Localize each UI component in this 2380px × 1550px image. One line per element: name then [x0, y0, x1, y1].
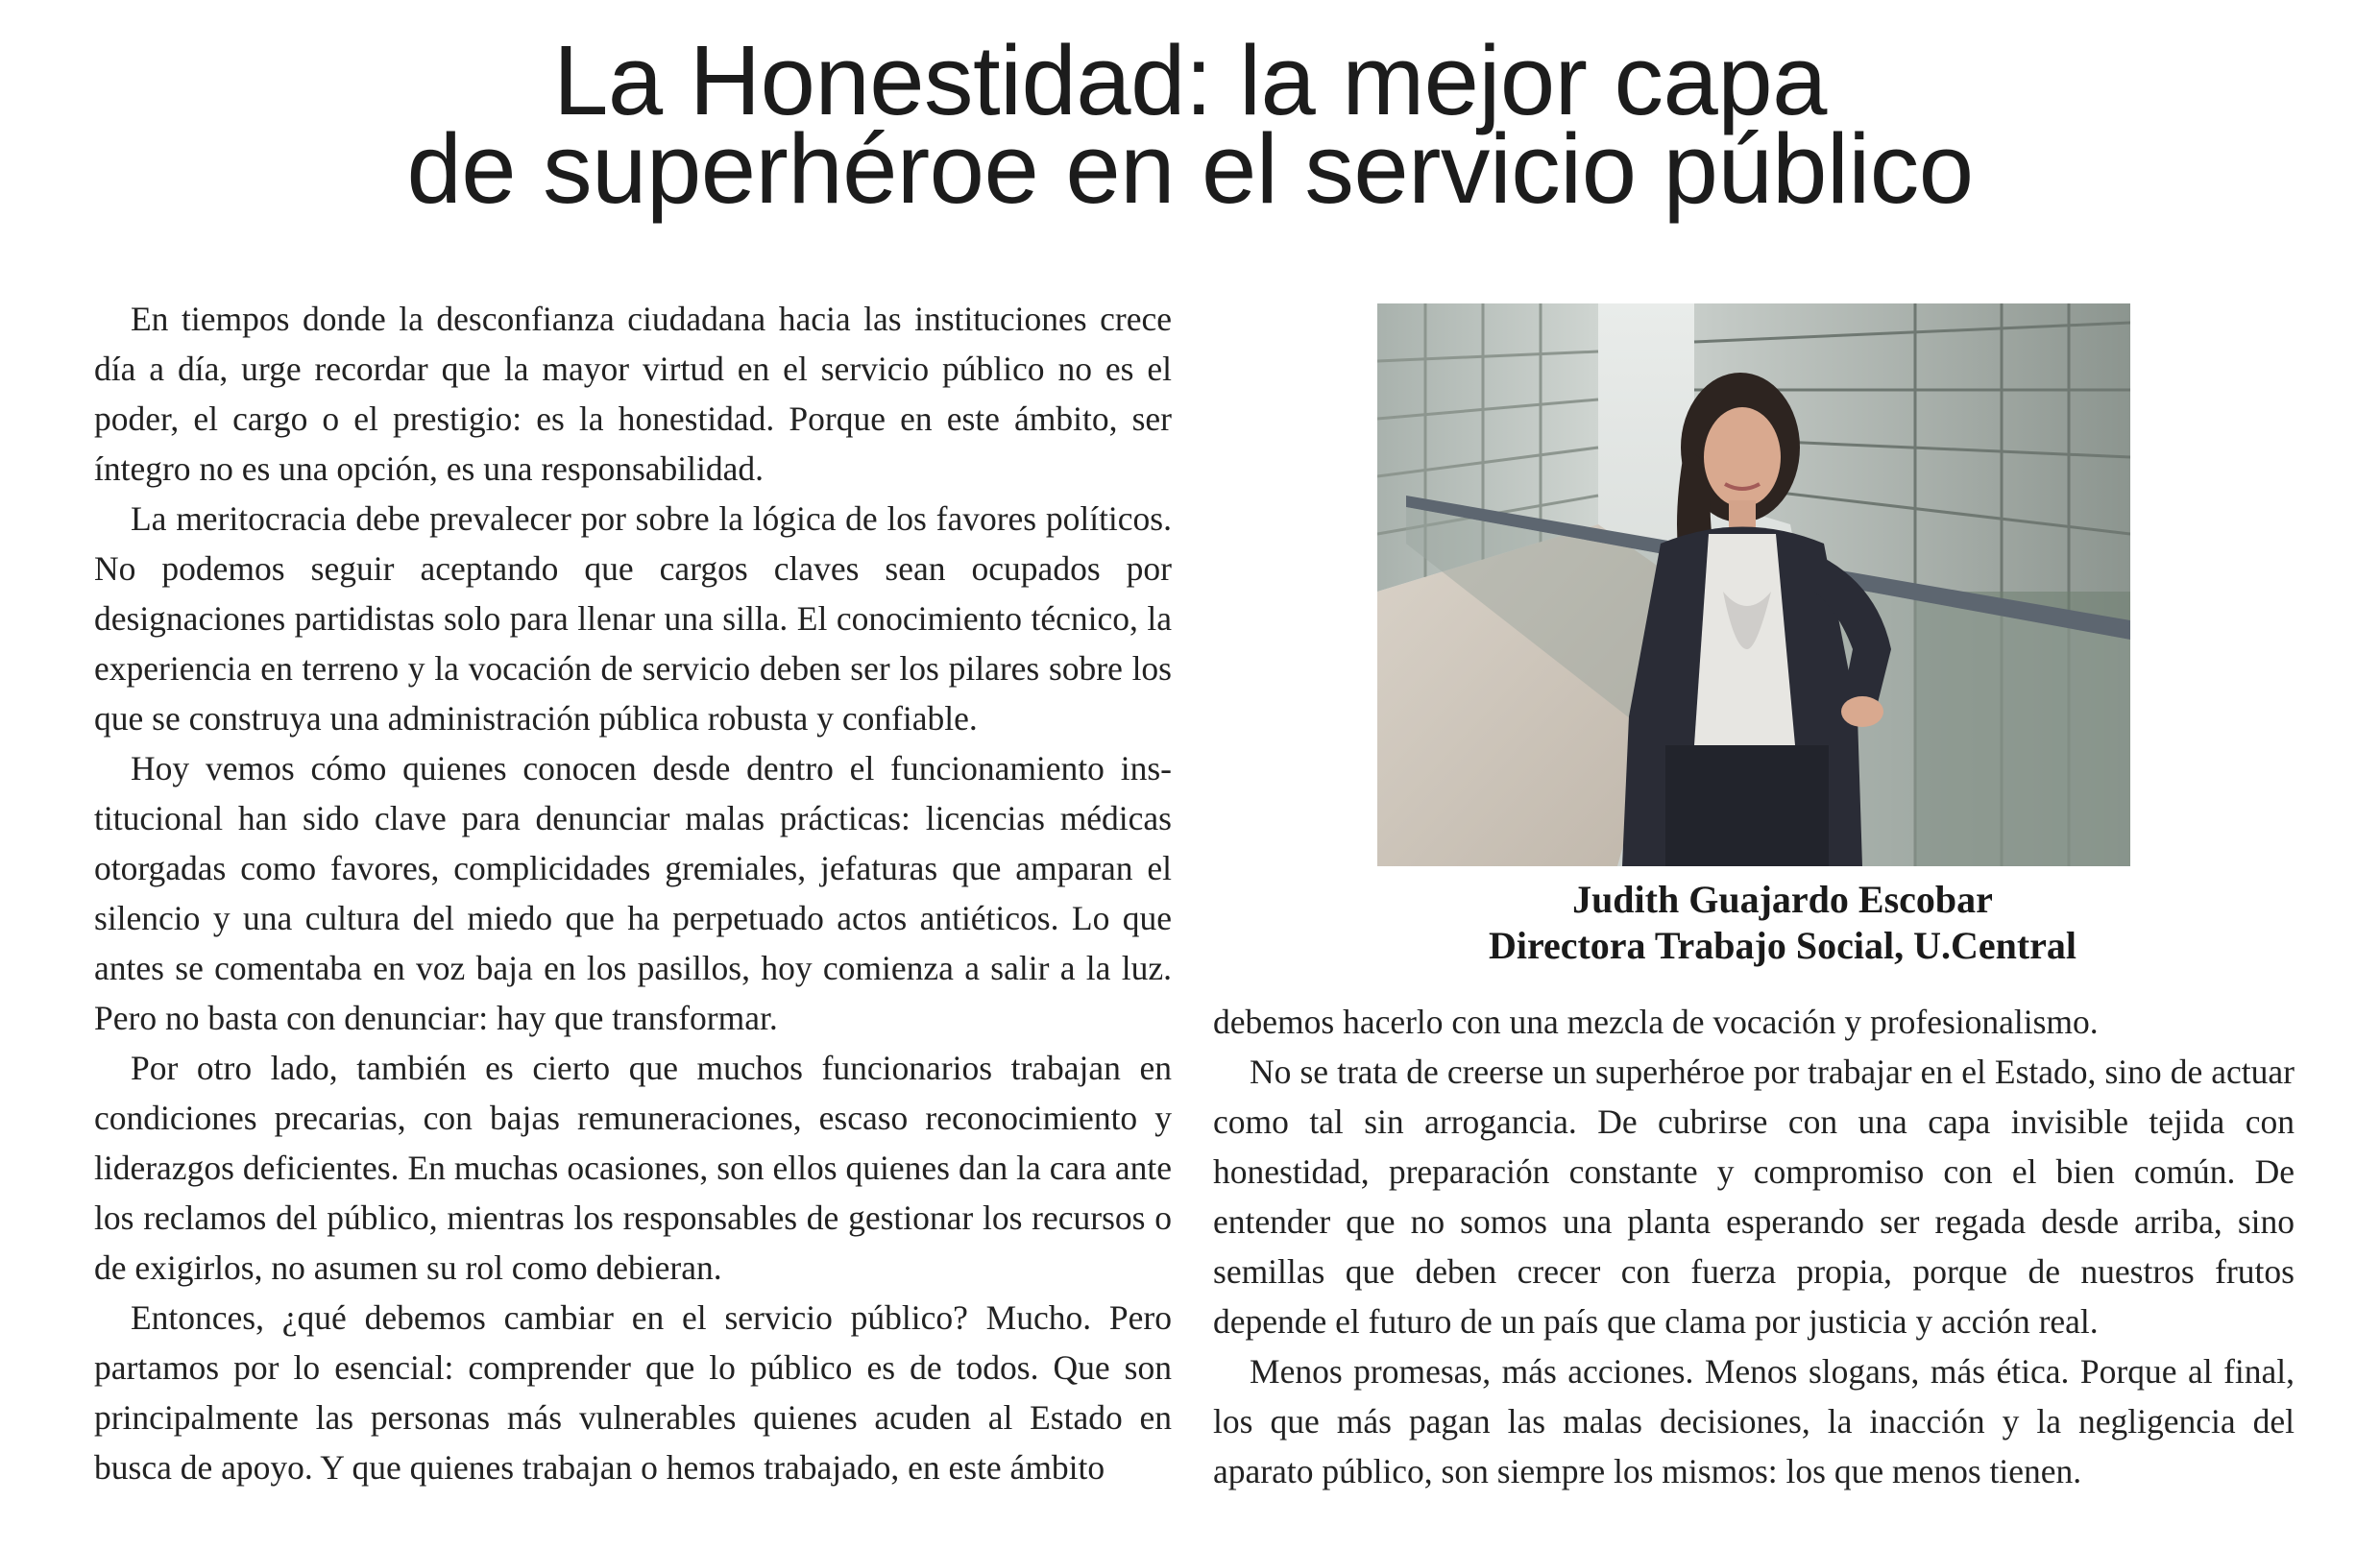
photo-caption: [1213, 877, 2352, 969]
author-photo: [1377, 303, 2130, 866]
right-column: [1213, 997, 2295, 1496]
author-photo-illustration: [1377, 303, 2130, 866]
paragraph: debemos hacerlo con una mezcla de vocación y profesionalismo.: [1213, 1003, 2099, 1041]
article-title-line-1: La Honestidad: la mejor capa: [553, 25, 1827, 135]
author-role: Directora Trabajo Social, U.Central: [1488, 924, 2077, 967]
paragraph: Hoy vemos cómo quienes conocen desde dentro el funcionamiento institucional han sido clave para denunciar malas prácticas: licencias médicas otorgadas como favores, complicidades gremiales, jefaturas que amparan el silencio y una cultura del miedo que ha perpetuado actos antiéticos. Lo que antes se comentaba en voz baja en los pasillos, hoy comienza a salir a la luz. Pero no basta con denunciar: hay que transformar.: [94, 749, 1172, 1037]
left-column: [94, 294, 1172, 1492]
author-name: Judith Guajardo Escobar: [1572, 878, 1993, 921]
paragraph: En tiempos donde la desconfianza ciudadana hacia las instituciones crece día a día, urge recordar que la mayor virtud en el servicio público no es el poder, el cargo o el prestigio: es la honestidad. Porque en este ámbito, ser íntegro no es una opción, es una responsabilidad.: [94, 300, 1172, 488]
paragraph: Por otro lado, también es cierto que muchos funcionarios trabajan en condiciones precarias, con bajas remuneraciones, escaso reconocimiento y liderazgos deficientes. En muchas ocasiones, son ellos quienes dan la cara ante los reclamos del público, mientras los responsables de gestionar los recursos o de exigirlos, no asumen su rol como debieran.: [94, 1049, 1172, 1287]
article-title: [0, 25, 2380, 224]
paragraph: Entonces, ¿qué debemos cambiar en el servicio público? Mucho. Pero partamos por lo esencial: comprender que lo público es de todos. Que son principalmente las personas más vulnerables quienes acuden al Estado en busca de apoyo. Y que quienes trabajan o hemos trabajado, en este ámbito: [94, 1298, 1172, 1487]
paragraph: La meritocracia debe prevalecer por sobre la lógica de los favores políticos. No podemos seguir aceptando que cargos claves sean ocupados por designaciones partidistas solo para llenar una silla. El conocimiento técnico, la experiencia en terreno y la vocación de servicio deben ser los pilares sobre los que se construya una administración pública robusta y confiable.: [94, 499, 1172, 738]
article-title-line-2: de superhéroe en el servicio público: [406, 113, 1974, 224]
paragraph: No se trata de creerse un superhéroe por trabajar en el Estado, sino de actuar como tal sin arrogancia. De cubrirse con una capa invisible tejida con honestidad, preparación constante y compromiso con el bien común. De entender que no somos una planta esperando ser regada desde arriba, sino semillas que deben crecer con fuerza propia, porque de nuestros frutos depende el futuro de un país que clama por justicia y acción real.: [1213, 1053, 2295, 1341]
paragraph: Menos promesas, más acciones. Menos slogans, más ética. Porque al final, los que más pagan las malas decisiones, la inacción y la negligencia del aparato público, son siempre los mismos: los que menos tienen.: [1213, 1352, 2295, 1490]
